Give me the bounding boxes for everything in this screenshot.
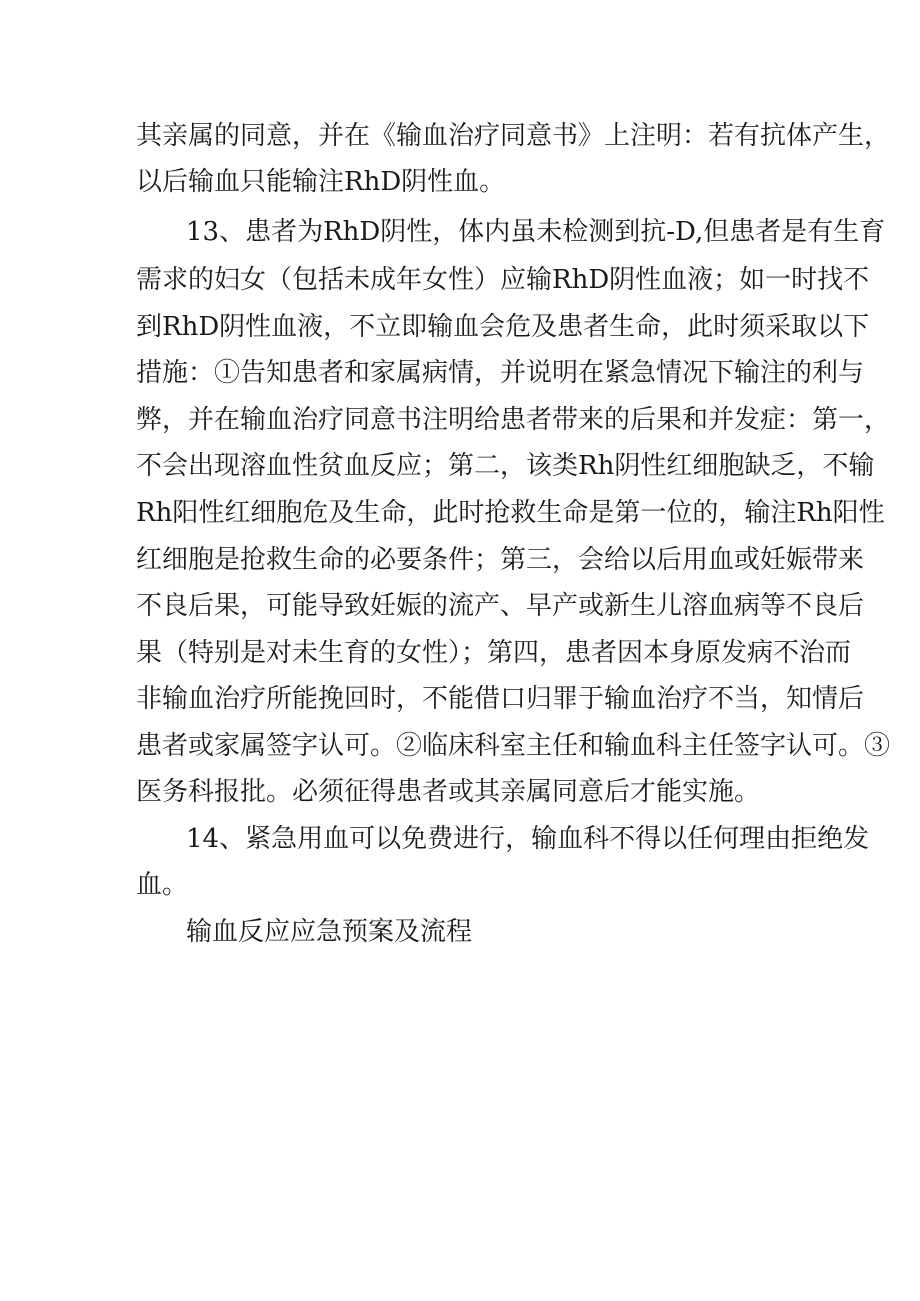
paragraph-13-line-12: 患者或家属签字认可。②临床科室主任和输血科主任签字认可。③ — [136, 731, 891, 761]
paragraph-13-line-5: 弊，并在输血治疗同意书注明给患者带来的后果和并发症：第一， — [136, 405, 891, 435]
paragraph-13-line-11: 非输血治疗所能挽回时，不能借口归罪于输血治疗不当，知情后 — [136, 684, 865, 714]
section-heading: 输血反应应急预案及流程 — [186, 917, 473, 947]
paragraph-13-line-8: 红细胞是抢救生命的必要条件；第三，会给以后用血或妊娠带来 — [136, 545, 865, 575]
paragraph-13-line-13: 医务科报批。必须征得患者或其亲属同意后才能实施。 — [136, 777, 761, 807]
paragraph-13-line-10: 果（特别是对未生育的女性）；第四，患者因本身原发病不治而 — [136, 638, 852, 668]
paragraph-13-line-3: 到RhD阴性血液，不立即输血会危及患者生命，此时须采取以下 — [136, 312, 870, 342]
paragraph-14-line-2: 血。 — [136, 870, 189, 900]
paragraph-13-line-4: 措施：①告知患者和家属病情，并说明在紧急情况下输注的利与 — [136, 358, 865, 388]
paragraph-12-line-2: 以后输血只能输注RhD阴性血。 — [136, 167, 506, 197]
paragraph-12-line-1: 其亲属的同意，并在《输血治疗同意书》上注明：若有抗体产生， — [136, 121, 891, 151]
paragraph-13-line-7: Rh阳性红细胞危及生命，此时抢救生命是第一位的，输注Rh阳性 — [136, 498, 885, 528]
paragraph-13-line-9: 不良后果，可能导致妊娠的流产、早产或新生儿溶血病等不良后 — [136, 591, 865, 621]
paragraph-13-line-1: 13、患者为RhD阴性，体内虽未检测到抗-D,但患者是有生育 — [186, 217, 886, 247]
paragraph-14-line-1: 14、紧急用血可以免费进行，输血科不得以任何理由拒绝发 — [186, 824, 870, 854]
paragraph-13-line-2: 需求的妇女（包括未成年女性）应输RhD阴性血液；如一时找不 — [136, 265, 870, 295]
paragraph-13-line-6: 不会出现溶血性贫血反应；第二，该类Rh阴性红细胞缺乏，不输 — [136, 451, 875, 481]
